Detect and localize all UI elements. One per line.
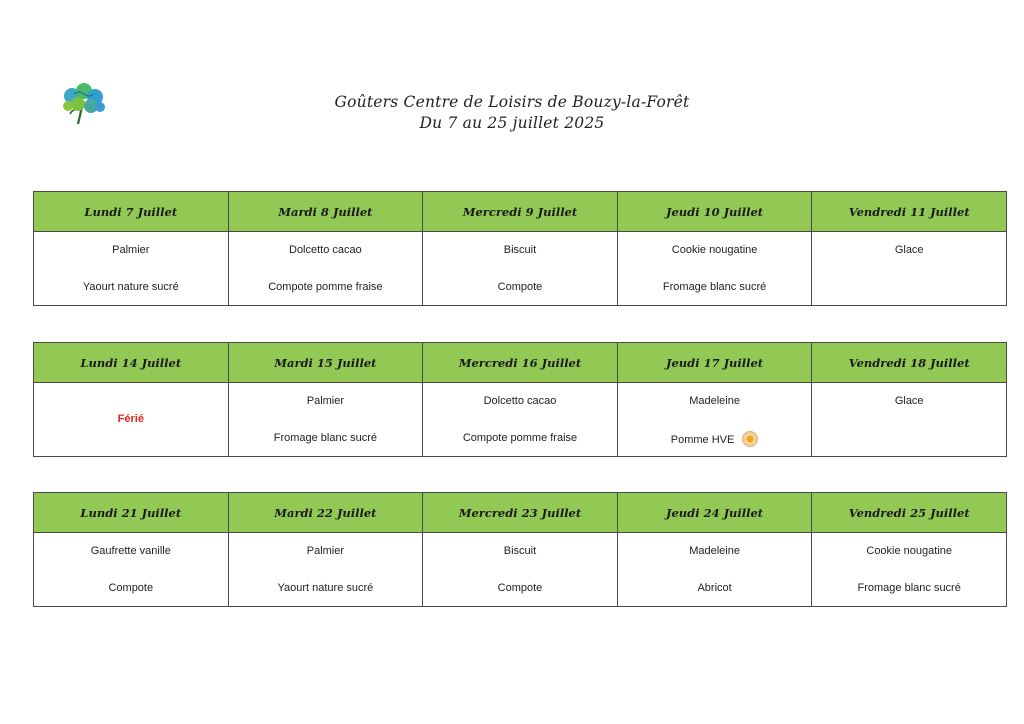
snack-item: Compote pomme fraise (462, 432, 578, 444)
day-cell (228, 232, 423, 306)
snack-item: Gaufrette vanille (90, 545, 171, 557)
day-cell (812, 383, 1007, 457)
day-cell (34, 533, 229, 607)
week-table-3 (33, 492, 1007, 607)
day-cell (617, 533, 812, 607)
week-header-row (34, 493, 1007, 533)
snack-item: Madeleine (689, 395, 740, 407)
day-cell (617, 232, 812, 306)
hve-label-icon (742, 431, 758, 447)
week-menu-row (34, 383, 1007, 457)
day-cell (34, 232, 229, 306)
day-header: Vendredi 18 Juillet (812, 343, 1007, 383)
day-cell (34, 383, 229, 457)
snack-item: Compote (497, 281, 543, 293)
snack-item: Cookie nougatine (866, 545, 952, 557)
day-header: Jeudi 24 Juillet (617, 493, 812, 533)
day-cell (423, 533, 618, 607)
snack-item: Madeleine (689, 545, 740, 557)
snack-item: Biscuit (503, 244, 537, 256)
snack-item: Cookie nougatine (671, 244, 758, 256)
snack-item: Pomme HVE (670, 433, 735, 446)
week-header-row (34, 192, 1007, 232)
day-header: Mardi 22 Juillet (228, 493, 423, 533)
snack-item: Yaourt nature sucré (82, 281, 179, 293)
snack-item: Dolcetto cacao (483, 395, 557, 407)
snack-item: Glace (894, 244, 924, 256)
snack-item-with-label (618, 432, 812, 448)
snack-item: Palmier (112, 244, 150, 256)
holiday-label: Férié (117, 413, 144, 425)
week-menu-row (34, 232, 1007, 306)
snack-item: Compote pomme fraise (268, 281, 383, 293)
day-header: Jeudi 10 Juillet (617, 192, 812, 232)
snack-item: Abricot (697, 582, 732, 594)
day-header: Mercredi 23 Juillet (423, 493, 618, 533)
week-menu-row (34, 533, 1007, 607)
day-header: Mardi 15 Juillet (228, 343, 423, 383)
snack-item: Dolcetto cacao (289, 244, 362, 256)
day-header: Mercredi 9 Juillet (423, 192, 618, 232)
snack-item: Fromage blanc sucré (273, 432, 378, 444)
day-cell (423, 232, 618, 306)
day-cell (228, 383, 423, 457)
snack-item: Fromage blanc sucré (662, 281, 767, 293)
week-header-row (34, 343, 1007, 383)
day-header: Lundi 14 Juillet (34, 343, 229, 383)
snack-item: Compote (497, 582, 543, 594)
day-header: Vendredi 25 Juillet (812, 493, 1007, 533)
day-header: Lundi 7 Juillet (34, 192, 229, 232)
snack-item: Palmier (306, 545, 345, 557)
page-title: Goûters Centre de Loisirs de Bouzy-la-Forêt (334, 93, 690, 111)
snack-item: Fromage blanc sucré (857, 582, 961, 594)
day-cell (423, 383, 618, 457)
day-cell (812, 533, 1007, 607)
day-header: Vendredi 11 Juillet (812, 192, 1007, 232)
day-cell (617, 383, 812, 457)
snack-item: Yaourt nature sucré (277, 582, 374, 594)
page-subtitle: Du 7 au 25 juillet 2025 (419, 114, 605, 132)
snack-item: Biscuit (503, 545, 537, 557)
day-header: Mardi 8 Juillet (228, 192, 423, 232)
day-cell (812, 232, 1007, 306)
week-table-2 (33, 342, 1007, 457)
day-cell (228, 533, 423, 607)
week-table-1 (33, 191, 1007, 306)
day-header: Jeudi 17 Juillet (617, 343, 812, 383)
snack-item: Glace (894, 395, 924, 407)
snack-item: Compote (108, 582, 154, 594)
day-header: Lundi 21 Juillet (34, 493, 229, 533)
day-header: Mercredi 16 Juillet (423, 343, 618, 383)
snack-item: Palmier (306, 395, 345, 407)
